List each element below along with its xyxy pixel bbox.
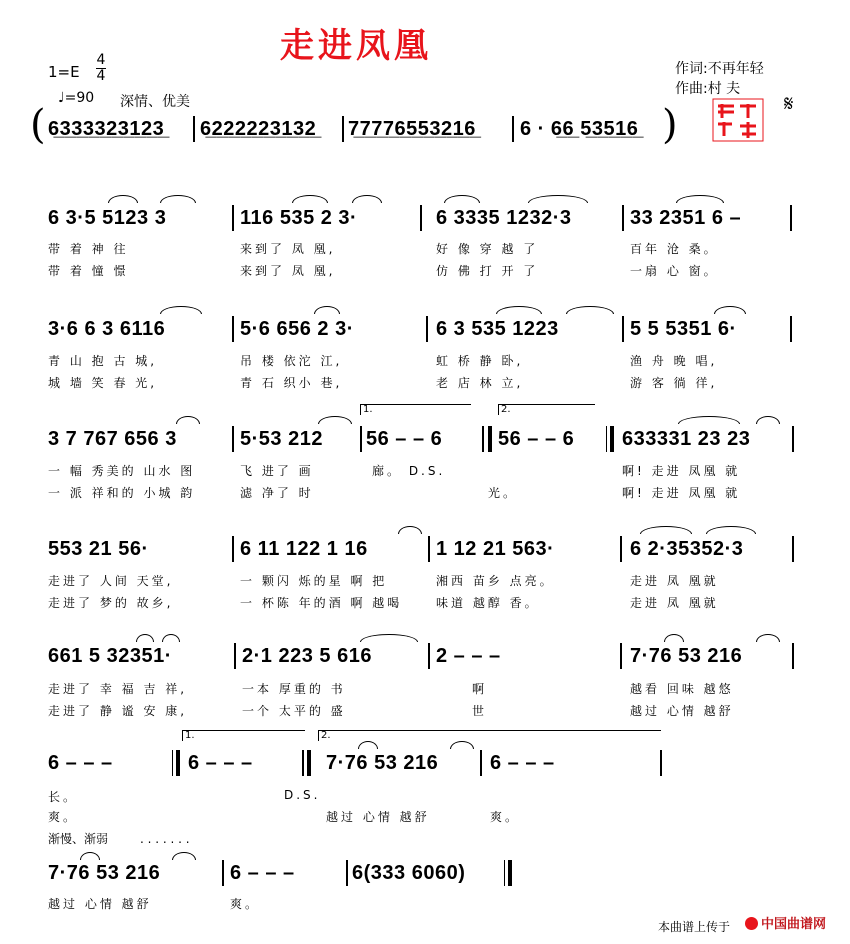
row5-lyric2-c: 世 bbox=[472, 704, 488, 718]
row4-lyric2-c: 味道 越醇 香。 bbox=[436, 596, 540, 610]
row3-lyric2-d: 光。 bbox=[488, 486, 519, 500]
row1-measure-1: 6 3·5 5123 3 bbox=[48, 207, 167, 229]
row3-measure-2: 5·53 212 bbox=[240, 428, 323, 450]
row4-lyric2-a: 走进了 梦的 故乡, bbox=[48, 596, 174, 610]
key-signature: 1=E bbox=[48, 63, 80, 81]
row5-measure-3: 2 – – – bbox=[436, 645, 501, 667]
volta-second-ending: 2. bbox=[318, 730, 661, 741]
row3-lyric1-e: 啊! 走进 凤凰 就 bbox=[622, 464, 741, 478]
row4-measure-1: 553 21 56· bbox=[48, 538, 149, 560]
row1-lyric1-b: 来到了 凤 凰, bbox=[240, 242, 336, 256]
row4-lyric1-c: 湘西 苗乡 点亮。 bbox=[436, 574, 555, 588]
row5-lyric2-b: 一个 太平的 盛 bbox=[242, 704, 346, 718]
row1-lyric2-d: 一扇 心 窗。 bbox=[630, 264, 719, 278]
intro-measure-2: 6̲2̲2̲2̲2̲2̲3̲1̲3̲2̲ bbox=[200, 118, 317, 140]
row5-lyric2-a: 走进了 静 谧 安 康, bbox=[48, 704, 188, 718]
row6-measure-2: 6 – – – bbox=[188, 752, 253, 774]
row7-lyric1-b: 爽。 bbox=[230, 897, 261, 911]
row4-measure-3: 1 12 21 563· bbox=[436, 538, 555, 560]
row7-lyric1-a: 越过 心情 越舒 bbox=[48, 897, 152, 911]
row4-lyric2-b: 一 杯陈 年的酒 啊 越喝 bbox=[240, 596, 403, 610]
row1-lyric1-c: 好 像 穿 越 了 bbox=[436, 242, 539, 256]
row6-measure-4: 6 – – – bbox=[490, 752, 555, 774]
row3-lyric1-c: 廊。 D.S. bbox=[372, 464, 446, 478]
row6-lyric1-d: 爽。 bbox=[490, 810, 521, 824]
row1-lyric2-c: 仿 佛 打 开 了 bbox=[436, 264, 539, 278]
row4-lyric1-d: 走进 凤 凰就 bbox=[630, 574, 719, 588]
row2-measure-4: 5 5 5351 6· bbox=[630, 318, 737, 340]
intro-brace-left: ( bbox=[30, 102, 46, 148]
row5-measure-1: 661 5 32351· bbox=[48, 645, 172, 667]
row2-lyric1-c: 虹 桥 静 卧, bbox=[436, 354, 524, 368]
row1-measure-4: 33 2351 6 – bbox=[630, 207, 742, 229]
row4-measure-2: 6 11 122 1 16 bbox=[240, 538, 368, 560]
volta-first-ending: 1. bbox=[182, 730, 305, 741]
row6-measure-3: 7·76 53 216 bbox=[326, 752, 439, 774]
row7-measure-1: 7·76 53 216 bbox=[48, 862, 161, 884]
row3-measure-5: 633331 23 23 bbox=[622, 428, 751, 450]
lyricist-credit: 作词:不再年轻 bbox=[675, 61, 764, 77]
dim-dots: . . . . . . . bbox=[140, 832, 190, 846]
site-logo-text: 中国曲谱网 bbox=[761, 917, 827, 932]
row3-lyric1-a: 一 幅 秀美的 山水 图 bbox=[48, 464, 196, 478]
row1-measure-3: 6 3335 1232·3 bbox=[436, 207, 572, 229]
row2-lyric2-c: 老 店 林 立, bbox=[436, 376, 524, 390]
row2-lyric1-b: 吊 楼 依沱 江, bbox=[240, 354, 343, 368]
row4-measure-4: 6 2·35352·3 bbox=[630, 538, 744, 560]
row2-lyric2-d: 游 客 徜 徉, bbox=[630, 376, 718, 390]
row6-lyric1-a: 长。 bbox=[48, 790, 79, 804]
row3-lyric2-a: 一 派 祥和的 小城 韵 bbox=[48, 486, 196, 500]
row2-measure-1: 3·6 6 3 6116 bbox=[48, 318, 166, 340]
logo-icon bbox=[745, 917, 758, 930]
row4-lyric2-d: 走进 凤 凰就 bbox=[630, 596, 719, 610]
row5-lyric2-d: 越过 心情 越舒 bbox=[630, 704, 734, 718]
red-seal-stamp bbox=[712, 98, 764, 142]
row2-lyric1-a: 青 山 抱 古 城, bbox=[48, 354, 158, 368]
time-signature-bottom: 4 bbox=[96, 68, 106, 84]
row1-measure-2: 116 535 2 3· bbox=[240, 207, 358, 229]
row2-lyric2-b: 青 石 织小 巷, bbox=[240, 376, 343, 390]
row5-measure-4: 7·76 53 216 bbox=[630, 645, 743, 667]
volta-second: 2. bbox=[498, 404, 595, 415]
intro-measure-4: 6 · 6̲6̲ 5̲3̲5̲1̲6̲ bbox=[520, 118, 639, 140]
row6-measure-1: 6 – – – bbox=[48, 752, 113, 774]
intro-brace-right: ) bbox=[662, 102, 678, 148]
row1-lyric2-a: 带 着 憧 憬 bbox=[48, 264, 129, 278]
site-logo[interactable] bbox=[745, 913, 826, 932]
segno-sign: 𝄋 bbox=[784, 92, 794, 117]
upload-note: 本曲谱上传于 bbox=[658, 920, 731, 934]
row2-lyric1-d: 渔 舟 晚 唱, bbox=[630, 354, 718, 368]
tempo-marking: ♩=90 bbox=[58, 90, 95, 106]
song-title: 走进凤凰 bbox=[280, 26, 432, 66]
row5-lyric1-c: 啊 bbox=[472, 682, 488, 696]
time-signature bbox=[96, 54, 106, 83]
volta-first: 1. bbox=[360, 404, 471, 415]
row5-lyric1-b: 一本 厚重的 书 bbox=[242, 682, 346, 696]
row3-lyric2-b: 滤 净了 时 bbox=[240, 486, 314, 500]
row3-measure-3: 56 – – 6 bbox=[366, 428, 443, 450]
composer-credit: 作曲:村 夫 bbox=[675, 81, 741, 97]
row7-measure-2: 6 – – – bbox=[230, 862, 295, 884]
expression-marking: 深情、优美 bbox=[120, 94, 190, 110]
row2-measure-3: 6 3 535 1223 bbox=[436, 318, 559, 340]
row1-lyric1-a: 带 着 神 往 bbox=[48, 242, 129, 256]
dynamic-marking: 渐慢、渐弱 bbox=[48, 832, 109, 846]
time-signature-top: 4 bbox=[96, 52, 106, 68]
row2-lyric2-a: 城 墙 笑 春 光, bbox=[48, 376, 158, 390]
intro-measure-1: 6̲3̲3̲3̲3̲2̲3̲1̲2̲3̲ bbox=[48, 118, 165, 140]
row3-lyric2-e: 啊! 走进 凤凰 就 bbox=[622, 486, 741, 500]
row1-lyric1-d: 百年 沧 桑。 bbox=[630, 242, 719, 256]
row6-lyric1-ds: D.S. bbox=[284, 788, 321, 802]
row4-lyric1-b: 一 颗闪 烁的星 啊 把 bbox=[240, 574, 388, 588]
row6-lyric1-c: 越过 心情 越舒 bbox=[326, 810, 430, 824]
row1-lyric2-b: 来到了 凤 凰, bbox=[240, 264, 336, 278]
row2-measure-2: 5·6 656 2 3· bbox=[240, 318, 354, 340]
row5-lyric1-d: 越看 回味 越悠 bbox=[630, 682, 734, 696]
row5-lyric1-a: 走进了 幸 福 吉 祥, bbox=[48, 682, 188, 696]
row3-measure-1: 3 7 767 656 3 bbox=[48, 428, 177, 450]
row4-lyric1-a: 走进了 人间 天堂, bbox=[48, 574, 174, 588]
intro-measure-3: 7̲7̲7̲7̲6̲5̲5̲3̲2̲1̲6̲ bbox=[348, 118, 476, 140]
row5-measure-2: 2·1 223 5 616 bbox=[242, 645, 372, 667]
row3-lyric1-b: 飞 进了 画 bbox=[240, 464, 314, 478]
row7-measure-3: 6(333 6060) bbox=[352, 862, 466, 884]
row6-lyric2-a: 爽。 bbox=[48, 810, 79, 824]
row3-measure-4: 56 – – 6 bbox=[498, 428, 575, 450]
